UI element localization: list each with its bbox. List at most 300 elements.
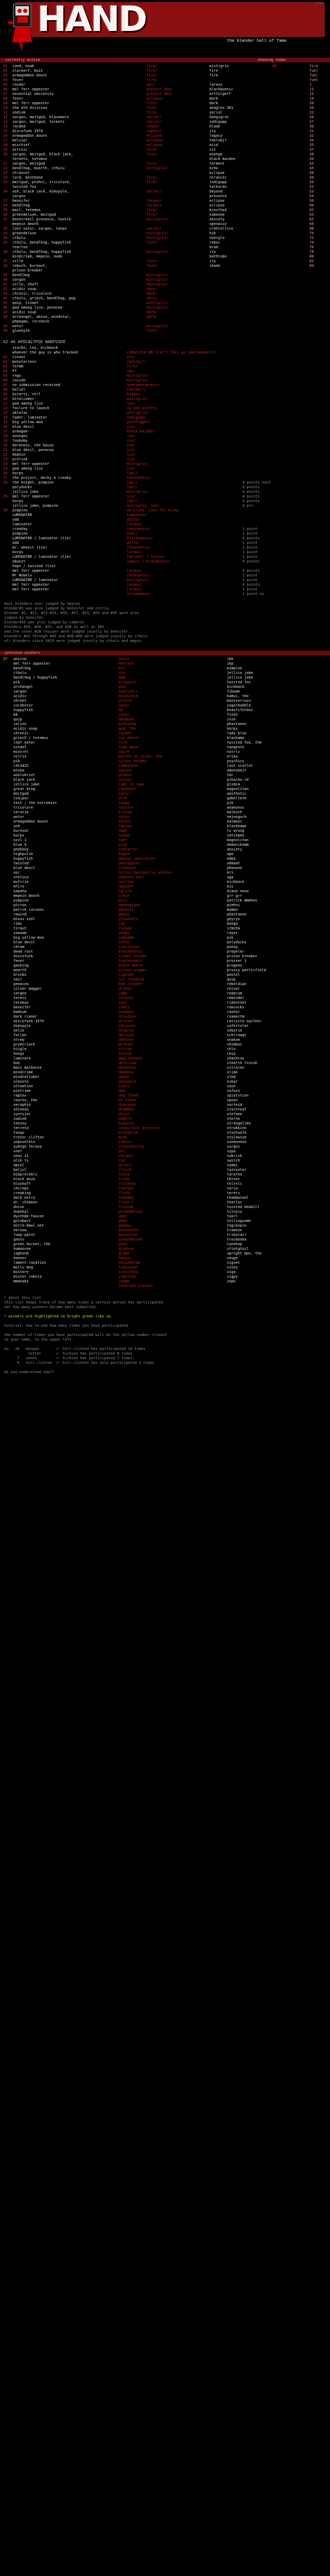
winner-col2: orbie <box>119 894 130 898</box>
entry-count <box>3 1019 11 1024</box>
entry-side-name: ntrancer <box>209 175 227 180</box>
entry-group: fire/ <box>146 264 158 268</box>
list-item <box>0 894 330 898</box>
entry-side-rank <box>272 324 283 329</box>
list-item <box>0 727 330 731</box>
list-item <box>0 364 330 369</box>
entry-number <box>3 569 11 573</box>
entry-number: 45 <box>3 301 8 305</box>
winner-col3: mumbo <box>227 908 238 912</box>
list-item <box>0 1112 330 1117</box>
section3-bar <box>0 651 330 655</box>
entry-count <box>3 889 11 894</box>
winner-col1: unposelble <box>13 1140 36 1144</box>
list-item <box>0 162 330 166</box>
entry-authors: rebuch, burnout, <box>12 264 47 268</box>
winner-col2: rtrn <box>119 740 127 745</box>
entry-group: ice/ <box>127 443 136 447</box>
entry-side-name: indigopp <box>209 120 227 124</box>
list-item <box>0 829 330 833</box>
entry-count <box>3 1033 11 1038</box>
list-item <box>0 657 330 662</box>
entry-count <box>3 731 11 736</box>
winner-col1: fuep-pqlnt <box>13 1233 36 1237</box>
list-item <box>0 1149 330 1154</box>
list-item <box>0 717 330 722</box>
list-item <box>0 759 330 764</box>
entry-authors: fever <box>12 78 24 82</box>
entry-number: 21 <box>3 162 8 166</box>
list-item <box>0 1089 330 1093</box>
winner-col3: erika <box>227 754 238 759</box>
entry-group: ditto/ <box>127 541 140 545</box>
entry-side-name <box>209 287 271 292</box>
entry-group: zophos/ <box>146 129 162 133</box>
section1-bar <box>0 58 330 62</box>
entry-authors: cthulu <box>12 236 26 240</box>
list-item <box>0 462 330 466</box>
winner-col1: sargon <box>13 689 27 694</box>
winner-col1: twisted <box>13 861 29 865</box>
entry-authors: acidic soup <box>12 310 37 314</box>
entry-group: laraus/ <box>127 583 142 587</box>
entry-group: mistigris/ <box>127 374 149 378</box>
note-line: to your name, to the upper left. <box>4 1338 74 1342</box>
entry-side-name: fire <box>209 73 218 77</box>
entry-number <box>3 564 11 569</box>
winner-col2: raider <box>119 731 132 735</box>
entry-group <box>146 194 208 199</box>
entry-number: 46 <box>3 305 8 310</box>
entry-count <box>3 1158 11 1163</box>
entry-authors: jellico jake, pimpino <box>12 504 58 508</box>
entry-number: 14 <box>3 415 8 420</box>
entry-group: ice/ <box>127 494 136 498</box>
winner-col2: cidiv <box>119 1084 130 1088</box>
entry-count <box>3 1075 11 1080</box>
entry-authors: LUMINATOR <box>12 513 32 517</box>
entry-count <box>3 1270 11 1275</box>
entry-group: thelobj*/ <box>127 388 146 392</box>
entry-points: 4 pts <box>242 504 254 508</box>
winner-col2: sefiu <box>119 940 130 944</box>
entry-count <box>3 1135 11 1140</box>
note-line <box>4 1342 167 1347</box>
entry-count <box>3 1279 11 1284</box>
entry-number <box>3 583 11 587</box>
entry-number: 22 <box>3 166 8 170</box>
winner-col2: resonanticky <box>119 1145 145 1149</box>
entry-group: ice/ <box>127 453 136 457</box>
list-item <box>0 926 330 931</box>
entry-number: 18 <box>3 143 8 147</box>
winner-col3: chip <box>227 1052 236 1056</box>
entry-side-name: ity <box>209 129 216 133</box>
list-item <box>0 383 330 388</box>
entry-count <box>3 1038 11 1042</box>
winner-col1: hongs <box>13 1052 25 1056</box>
winner-col3: safertuler <box>227 1024 249 1028</box>
entry-group: mistigris/ <box>146 250 169 254</box>
entry-points: 3 points <box>242 499 260 503</box>
entry-side-rank <box>272 259 283 264</box>
entry-count <box>3 861 11 866</box>
list-item <box>0 134 330 138</box>
entry-number: 25 <box>3 180 8 184</box>
entry-authors: benetreatl presence, tootie <box>12 217 71 221</box>
list-item <box>0 1256 330 1261</box>
list-item <box>0 573 330 578</box>
winner-col2: matthi-ot nitas, the <box>119 754 162 759</box>
entry-count <box>3 689 11 694</box>
entry-authors: chronic, tricolore <box>12 292 52 296</box>
winner-col1: mais malbonie <box>13 1066 42 1070</box>
winner-col1: armageddon dount <box>13 819 48 824</box>
entry-group: mistigris/ <box>127 397 149 401</box>
entry-side-value <box>309 324 325 329</box>
entry-number: 06 <box>3 87 8 91</box>
entry-group: fire/ <box>146 106 158 110</box>
winner-col3: sofwin <box>227 1089 240 1093</box>
entry-number: 21 <box>3 448 8 452</box>
entry-side-name: mistigris <box>209 64 229 68</box>
entry-side-value <box>309 315 325 319</box>
entry-side-value: 82 <box>309 259 314 263</box>
winner-col1: dr. chimeen <box>13 1200 38 1204</box>
entry-number: 28 <box>3 203 8 207</box>
entry-group: mistigris/ <box>146 282 169 286</box>
winner-col3: phastaeon <box>227 722 246 726</box>
entry-authors: archangel, abine, mindstar, <box>12 315 71 319</box>
entry-side-name: reboc <box>209 240 221 245</box>
list-item <box>0 857 330 861</box>
winner-col1: mindcrime <box>13 1070 33 1074</box>
entry-count <box>3 1261 11 1265</box>
list-item <box>0 1075 330 1080</box>
list-item <box>0 662 330 666</box>
entry-side-value <box>309 319 325 324</box>
entry-side-rank <box>272 73 283 78</box>
list-item <box>0 1172 330 1177</box>
entry-side-value: 31 <box>309 129 314 133</box>
winner-col1: pik <box>13 680 20 684</box>
winner-col1: bendlhog / huppyfish <box>13 675 57 680</box>
entry-count <box>3 675 11 680</box>
winner-col3: kri <box>227 871 234 875</box>
list-item <box>0 987 330 991</box>
winner-col1: teretz <box>13 996 27 1000</box>
winner-col1: mister rokola <box>13 1275 42 1279</box>
entry-side-rank <box>272 208 283 213</box>
entry-side-value <box>309 329 325 333</box>
entry-number: 17 <box>3 429 8 433</box>
list-item <box>0 550 330 555</box>
entry-side-name: drad <box>209 245 218 249</box>
entry-authors: LUMINATOR / luminator (tie) <box>12 536 71 540</box>
entry-side-rank <box>272 175 283 180</box>
entry-points <box>242 434 320 439</box>
winner-col1: bk <box>13 713 18 717</box>
winner-col2: pleaneerz <box>119 917 138 921</box>
winner-col3: shimbai <box>227 1042 242 1046</box>
entry-count <box>3 727 11 731</box>
list-item <box>0 1084 330 1089</box>
winner-col1: burnout <box>13 829 29 833</box>
entry-authors: meitgod, ptehni, tricolore, <box>12 180 71 184</box>
entry-count <box>3 1084 11 1089</box>
list-item <box>0 1038 330 1042</box>
winner-col1: ozzl 1 <box>13 838 27 842</box>
entry-points <box>242 522 320 527</box>
entry-points <box>242 466 320 471</box>
winner-col2: spectre-x <box>119 689 138 694</box>
winner-col2: fivdu <box>119 1177 130 1181</box>
winner-col1: quip <box>13 717 22 721</box>
winner-col3: vivos <box>227 1265 238 1269</box>
winner-col2: fresh 7 <box>119 1200 134 1204</box>
entry-side-name: torment <box>209 162 225 166</box>
winner-col2: bob stender <box>119 982 143 986</box>
entry-points <box>242 350 320 355</box>
list-item <box>0 1237 330 1242</box>
entry-side-value <box>309 296 325 301</box>
entry-count <box>3 713 11 717</box>
entry-number <box>3 578 11 583</box>
winner-col1: moarth <box>13 968 27 972</box>
entry-authors: beliver <box>12 138 28 142</box>
entry-number <box>3 504 11 508</box>
winner-col1: boo <box>13 1061 20 1065</box>
entry-points <box>242 425 320 429</box>
winner-col2: cyd <box>119 1158 125 1163</box>
entry-authors: slacker7, buzz <box>12 69 43 73</box>
entry-points <box>242 406 320 411</box>
winner-col3: korps <box>227 727 238 731</box>
winner-col3: strangelike <box>227 1121 251 1125</box>
entry-number: 10 <box>3 106 8 110</box>
entry-points <box>242 346 320 350</box>
list-item <box>0 296 330 301</box>
entry-group: thelobj*/ <box>127 360 146 364</box>
entry-group: black maiden/ <box>127 429 155 433</box>
winner-col1: cthulu <box>13 671 27 675</box>
entry-group: eclipse/ <box>146 134 164 138</box>
winner-col3: pik <box>227 801 234 805</box>
list-item <box>0 708 330 713</box>
entry-side-name: someone <box>209 213 225 217</box>
winner-col3: sterne <box>227 1117 240 1121</box>
winner-col1: tenseu <box>13 1121 27 1125</box>
entry-count <box>3 680 11 685</box>
winner-col1: geekboy <box>13 847 29 851</box>
winner-col3: upright man, the <box>227 1251 262 1255</box>
entry-number: 47 <box>3 310 8 314</box>
list-item <box>0 360 330 364</box>
entry-side-rank <box>272 264 283 268</box>
entry-authors: armageddon dount <box>12 73 47 77</box>
entry-side-value: fire <box>309 64 318 68</box>
entry-count <box>3 1182 11 1186</box>
note-line: 6 hill.clinton <- hill.clinton has only participated 3 times <box>4 1361 154 1365</box>
list-item <box>0 429 330 434</box>
winner-col3: ptehni <box>227 903 240 907</box>
entry-authors: bendlhog <box>12 203 30 207</box>
list-item <box>0 485 330 490</box>
winner-col1: gnoto <box>13 1237 25 1242</box>
entry-number <box>3 536 11 541</box>
entry-side-rank <box>272 148 283 152</box>
entry-authors: avenges <box>12 434 28 438</box>
entry-authors: fetmm <box>12 364 24 368</box>
entry-group <box>146 254 208 259</box>
entry-side-rank <box>272 282 283 287</box>
entry-count <box>3 843 11 847</box>
entry-points <box>242 453 320 457</box>
entry-authors: mischief <box>12 143 30 147</box>
winner-col3: blaxkhamo <box>227 824 246 828</box>
entry-side-rank <box>272 101 283 106</box>
winner-col1: chirops <box>13 1186 29 1190</box>
entry-number: 04 <box>3 369 8 373</box>
winner-col2: fisid <box>119 1172 130 1177</box>
entry-side-name <box>209 296 271 301</box>
winner-col1: tetemus <box>13 1001 29 1005</box>
winner-col3: reminder <box>227 996 244 1000</box>
list-item <box>0 152 330 157</box>
entry-side-value <box>309 268 325 273</box>
entry-count <box>3 1163 11 1168</box>
winner-col2: diinsk <box>119 1052 132 1056</box>
winner-col1: asr <box>13 871 20 875</box>
list-item <box>0 843 330 847</box>
list-item <box>0 1015 330 1019</box>
entry-group: dark/ <box>146 315 158 319</box>
entry-group <box>146 245 208 250</box>
entry-group: fire/ <box>146 259 158 263</box>
entry-count <box>3 912 11 917</box>
entry-side-value: 20 <box>309 106 314 110</box>
entry-count <box>3 1015 11 1019</box>
entry-count <box>3 792 11 796</box>
winner-col2: nitros hostepille.soldier <box>119 871 173 875</box>
entry-count <box>3 977 11 982</box>
entry-authors: mel ferr oppester <box>12 87 50 91</box>
entry-count <box>3 699 11 703</box>
entry-side-name <box>209 301 271 305</box>
winner-col1: humoocee <box>13 1247 31 1251</box>
entry-side-name: thelobj* <box>209 138 227 142</box>
entry-side-name <box>209 305 271 310</box>
winner-col2: gleaco <box>119 773 132 777</box>
entry-side-value: fuel <box>309 78 318 82</box>
entry-side-name: blade <box>209 124 221 128</box>
winner-col1: ansine <box>13 657 27 661</box>
entry-number <box>3 222 11 227</box>
winner-col2: dtlenj <box>119 1163 132 1167</box>
entry-points: 4 points <box>242 485 260 489</box>
entry-authors: tereets, tetemus <box>12 157 47 161</box>
winner-col2: nadr <box>119 838 127 842</box>
entry-side-rank <box>272 287 283 292</box>
winner-col1: meitgod <box>13 792 29 796</box>
winner-col3: kamui, the <box>227 694 249 698</box>
entry-side-value: fuel <box>309 73 318 77</box>
winner-col3: ikp <box>227 662 234 666</box>
winner-col1: ptiron <box>13 903 27 907</box>
notes1 <box>4 602 147 643</box>
entry-side-name: avenge <box>209 152 223 156</box>
winner-col1: mel ferr oppester <box>13 662 51 666</box>
list-item <box>0 866 330 871</box>
entry-side-name <box>209 310 271 315</box>
entry-side-name: beyond <box>209 189 223 194</box>
note-line: tettet <- hickson has participated 8 times <box>4 1351 133 1356</box>
list-item <box>0 982 330 987</box>
winner-col3: fikeme <box>227 689 240 694</box>
list-item <box>0 1284 330 1289</box>
entry-count <box>3 866 11 871</box>
entry-count <box>3 745 11 750</box>
entry-side-value <box>309 310 325 315</box>
entry-number: 06 <box>3 378 8 382</box>
list-item <box>0 740 330 745</box>
list-item <box>0 69 330 73</box>
list-item <box>0 1163 330 1168</box>
winner-col1: dimspyle <box>13 1024 31 1028</box>
entry-group: ice/ <box>127 457 136 461</box>
winner-col2: silent knight <box>119 954 147 958</box>
winner-col3: stefaee <box>227 1112 242 1116</box>
list-item <box>0 401 330 406</box>
entry-side-value: 60 <box>309 203 314 207</box>
list-item <box>0 203 330 208</box>
winner-col2: itibuste <box>119 866 136 870</box>
list-item <box>0 754 330 759</box>
winner-col3: last scarlet <box>227 764 253 768</box>
entry-count <box>3 666 11 671</box>
list-item <box>0 397 330 401</box>
entry-side-rank <box>272 236 283 240</box>
winner-col3: ridentnet <box>227 1001 246 1005</box>
entry-side-rank <box>272 315 283 319</box>
winner-col3: spiotstion <box>227 1093 249 1098</box>
entry-count <box>3 996 11 1001</box>
entry-side-value: 32 <box>309 134 314 138</box>
winner-col2: deadpan <box>119 717 134 721</box>
entry-group <box>127 346 240 350</box>
list-item <box>0 1061 330 1066</box>
winner-col1: huppyfish <box>13 708 33 712</box>
list-item <box>0 703 330 708</box>
entry-number: 50 <box>3 329 8 333</box>
entry-group: fire/ <box>146 78 158 82</box>
list-item <box>0 1121 330 1126</box>
entry-count <box>3 1247 11 1251</box>
entry-group: resonantic/ <box>127 573 151 577</box>
winner-col3: symbi <box>227 1163 238 1167</box>
list-item <box>0 453 330 457</box>
entry-count <box>3 717 11 722</box>
entry-authors: LUMINATOR / luminator <box>12 578 58 582</box>
entry-number: 25 <box>3 466 8 471</box>
entry-number: 03 <box>3 73 8 77</box>
list-item <box>0 1233 330 1237</box>
entry-group: luminator <box>127 513 146 517</box>
winner-col2: sibtt <box>119 1005 130 1009</box>
entry-count <box>3 782 11 787</box>
entry-count <box>3 773 11 778</box>
entry-group: no prize, just for kicks <box>127 508 179 512</box>
